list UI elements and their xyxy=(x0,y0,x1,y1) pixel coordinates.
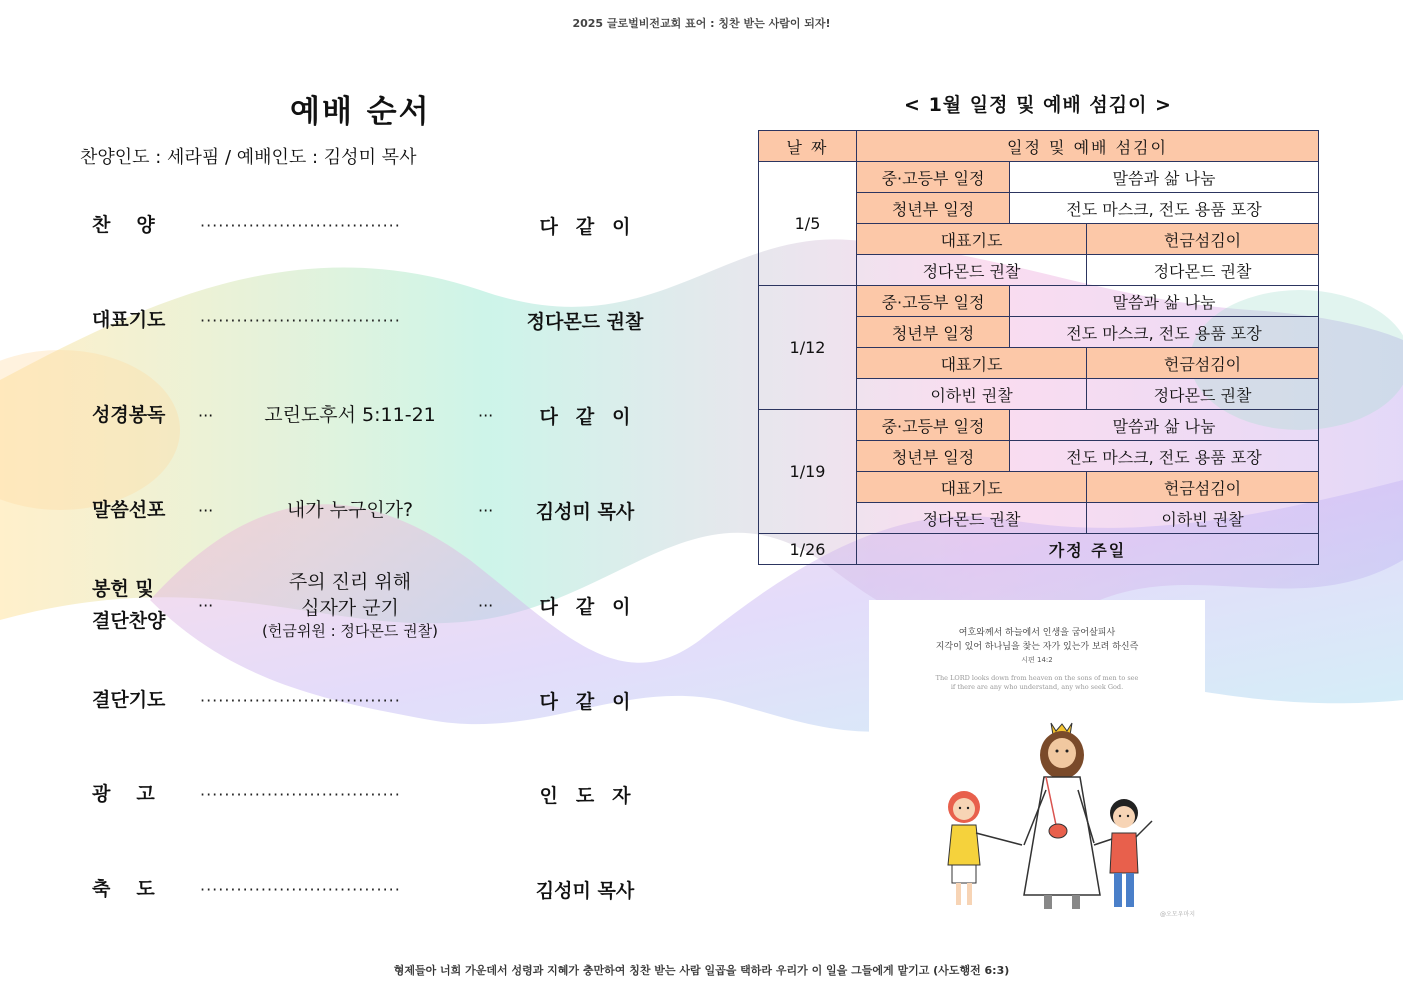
young-adult-label: 청년부 일정 xyxy=(857,441,1010,472)
order-label-line1: 봉헌 및 xyxy=(92,578,154,600)
schedule-header-row xyxy=(759,131,1319,162)
dot-leader: ································· xyxy=(200,690,401,710)
prayer-person: 정다몬드 권찰 xyxy=(857,503,1087,534)
order-content xyxy=(240,485,460,535)
column-header-content: 일정 및 예배 섬김이 xyxy=(857,131,1319,162)
hymn-title-line1: 주의 진리 위해 xyxy=(288,571,412,593)
worship-leaders: 찬양인도 : 세라핌 / 예배인도 : 김성미 목사 xyxy=(80,147,417,168)
offering-label: 헌금섬김이 xyxy=(1087,472,1319,503)
order-person: 김성미 목사 xyxy=(535,879,635,902)
schedule-title: < 1월 일정 및 예배 섬김이 > xyxy=(904,94,1172,116)
prayer-person: 이하빈 권찰 xyxy=(857,379,1087,410)
order-row-sermon xyxy=(80,485,660,535)
ellipsis-right: ··· xyxy=(478,500,494,520)
order-person: 다같이 xyxy=(539,595,649,618)
order-person: 김성미 목사 xyxy=(535,500,635,523)
young-adult-label: 청년부 일정 xyxy=(857,193,1010,224)
jesus-with-children-illustration xyxy=(924,715,1164,915)
order-content xyxy=(240,390,460,440)
dot-leader: ································· xyxy=(200,784,401,804)
verse-line: if there are any who understand, any who seek God. xyxy=(950,683,1124,691)
schedule-table xyxy=(758,130,1319,565)
table-row xyxy=(759,286,1319,317)
order-person: 다같이 xyxy=(539,215,649,238)
dot-leader: ································· xyxy=(200,310,401,330)
verse-line: The LORD looks down from heaven on the sons of men to see xyxy=(935,674,1139,682)
illustration-card xyxy=(869,600,1205,922)
young-adult-schedule: 전도 마스크, 전도 용품 포장 xyxy=(1010,441,1319,472)
psalm-verse-english xyxy=(869,674,1205,692)
order-label: 축도 xyxy=(92,878,181,900)
sermon-title: 내가 누구인가? xyxy=(286,499,414,521)
order-title: 예배 순서 xyxy=(290,94,431,130)
column-header-date: 날 짜 xyxy=(759,131,857,162)
order-person: 정다몬드 권찰 xyxy=(526,310,644,333)
young-adult-schedule: 전도 마스크, 전도 용품 포장 xyxy=(1010,193,1319,224)
young-adult-label: 청년부 일정 xyxy=(857,317,1010,348)
dot-leader: ································· xyxy=(200,215,401,235)
youth-label: 중·고등부 일정 xyxy=(857,410,1010,441)
order-label: 찬양 xyxy=(92,214,181,236)
offering-person: 정다몬드 권찰 xyxy=(1087,255,1319,286)
order-row-decision-prayer xyxy=(80,675,660,725)
order-label: 광고 xyxy=(92,783,181,805)
order-row-scripture xyxy=(80,390,660,440)
order-person: 다같이 xyxy=(539,405,649,428)
ellipsis-right: ··· xyxy=(478,405,494,425)
hymn-title-line2: 십자가 군기 xyxy=(301,597,399,619)
offering-label: 헌금섬김이 xyxy=(1087,224,1319,255)
youth-schedule: 말씀과 삶 나눔 xyxy=(1010,410,1319,441)
image-credit: @오모우마지 xyxy=(1160,911,1195,918)
offering-person: 정다몬드 권찰 xyxy=(1087,379,1319,410)
scripture-passage: 고린도후서 5:11-21 xyxy=(264,404,436,426)
psalm-verse-korean xyxy=(869,626,1205,654)
week-date: 1/19 xyxy=(759,410,857,534)
order-row-praise xyxy=(80,200,660,250)
verse-line: 지각이 있어 하나님을 찾는 자가 있는가 보려 하신즉 xyxy=(935,642,1139,652)
order-row-announcements xyxy=(80,769,660,819)
ellipsis-right: ··· xyxy=(478,595,494,615)
order-label-line2: 결단찬양 xyxy=(92,610,166,632)
young-adult-schedule: 전도 마스크, 전도 용품 포장 xyxy=(1010,317,1319,348)
youth-schedule: 말씀과 삶 나눔 xyxy=(1010,162,1319,193)
week-date: 1/12 xyxy=(759,286,857,410)
prayer-label: 대표기도 xyxy=(857,348,1087,379)
prayer-label: 대표기도 xyxy=(857,472,1087,503)
order-row-offering xyxy=(80,571,660,640)
prayer-person: 정다몬드 권찰 xyxy=(857,255,1087,286)
week-date: 1/26 xyxy=(759,534,857,565)
week-date: 1/5 xyxy=(759,162,857,286)
ellipsis-left: ··· xyxy=(198,595,214,615)
psalm-reference: 시편 14:2 xyxy=(1021,656,1053,664)
footer-verse: 형제들아 너희 가운데서 성령과 지혜가 충만하여 칭찬 받는 사람 일곱을 택하라 우리가 이 일을 그들에게 맡기고 (사도행전 6:3) xyxy=(393,964,1010,977)
dot-leader: ································· xyxy=(200,879,401,899)
youth-label: 중·고등부 일정 xyxy=(857,162,1010,193)
order-label: 대표기도 xyxy=(92,309,166,331)
order-label xyxy=(92,575,192,635)
ellipsis-left: ··· xyxy=(198,500,214,520)
order-row-benediction xyxy=(80,864,660,914)
offering-label: 헌금섬김이 xyxy=(1087,348,1319,379)
table-row xyxy=(759,534,1319,565)
order-person: 다같이 xyxy=(539,690,649,713)
prayer-label: 대표기도 xyxy=(857,224,1087,255)
table-row xyxy=(759,162,1319,193)
order-label: 말씀선포 xyxy=(92,499,166,521)
order-content xyxy=(240,571,460,640)
order-label: 결단기도 xyxy=(92,689,166,711)
order-row-prayer xyxy=(80,295,660,345)
order-person: 인도자 xyxy=(539,784,649,807)
offering-committee: (헌금위원 : 정다몬드 권찰) xyxy=(262,622,438,640)
header-motto: 2025 글로벌비전교회 표어 : 칭찬 받는 사람이 되자! xyxy=(572,17,831,30)
youth-schedule: 말씀과 삶 나눔 xyxy=(1010,286,1319,317)
youth-label: 중·고등부 일정 xyxy=(857,286,1010,317)
order-label: 성경봉독 xyxy=(92,404,166,426)
offering-person: 이하빈 권찰 xyxy=(1087,503,1319,534)
table-row xyxy=(759,410,1319,441)
ellipsis-left: ··· xyxy=(198,405,214,425)
family-sunday: 가정 주일 xyxy=(857,534,1319,565)
verse-line: 여호와께서 하늘에서 인생을 굽어살피사 xyxy=(958,628,1116,638)
